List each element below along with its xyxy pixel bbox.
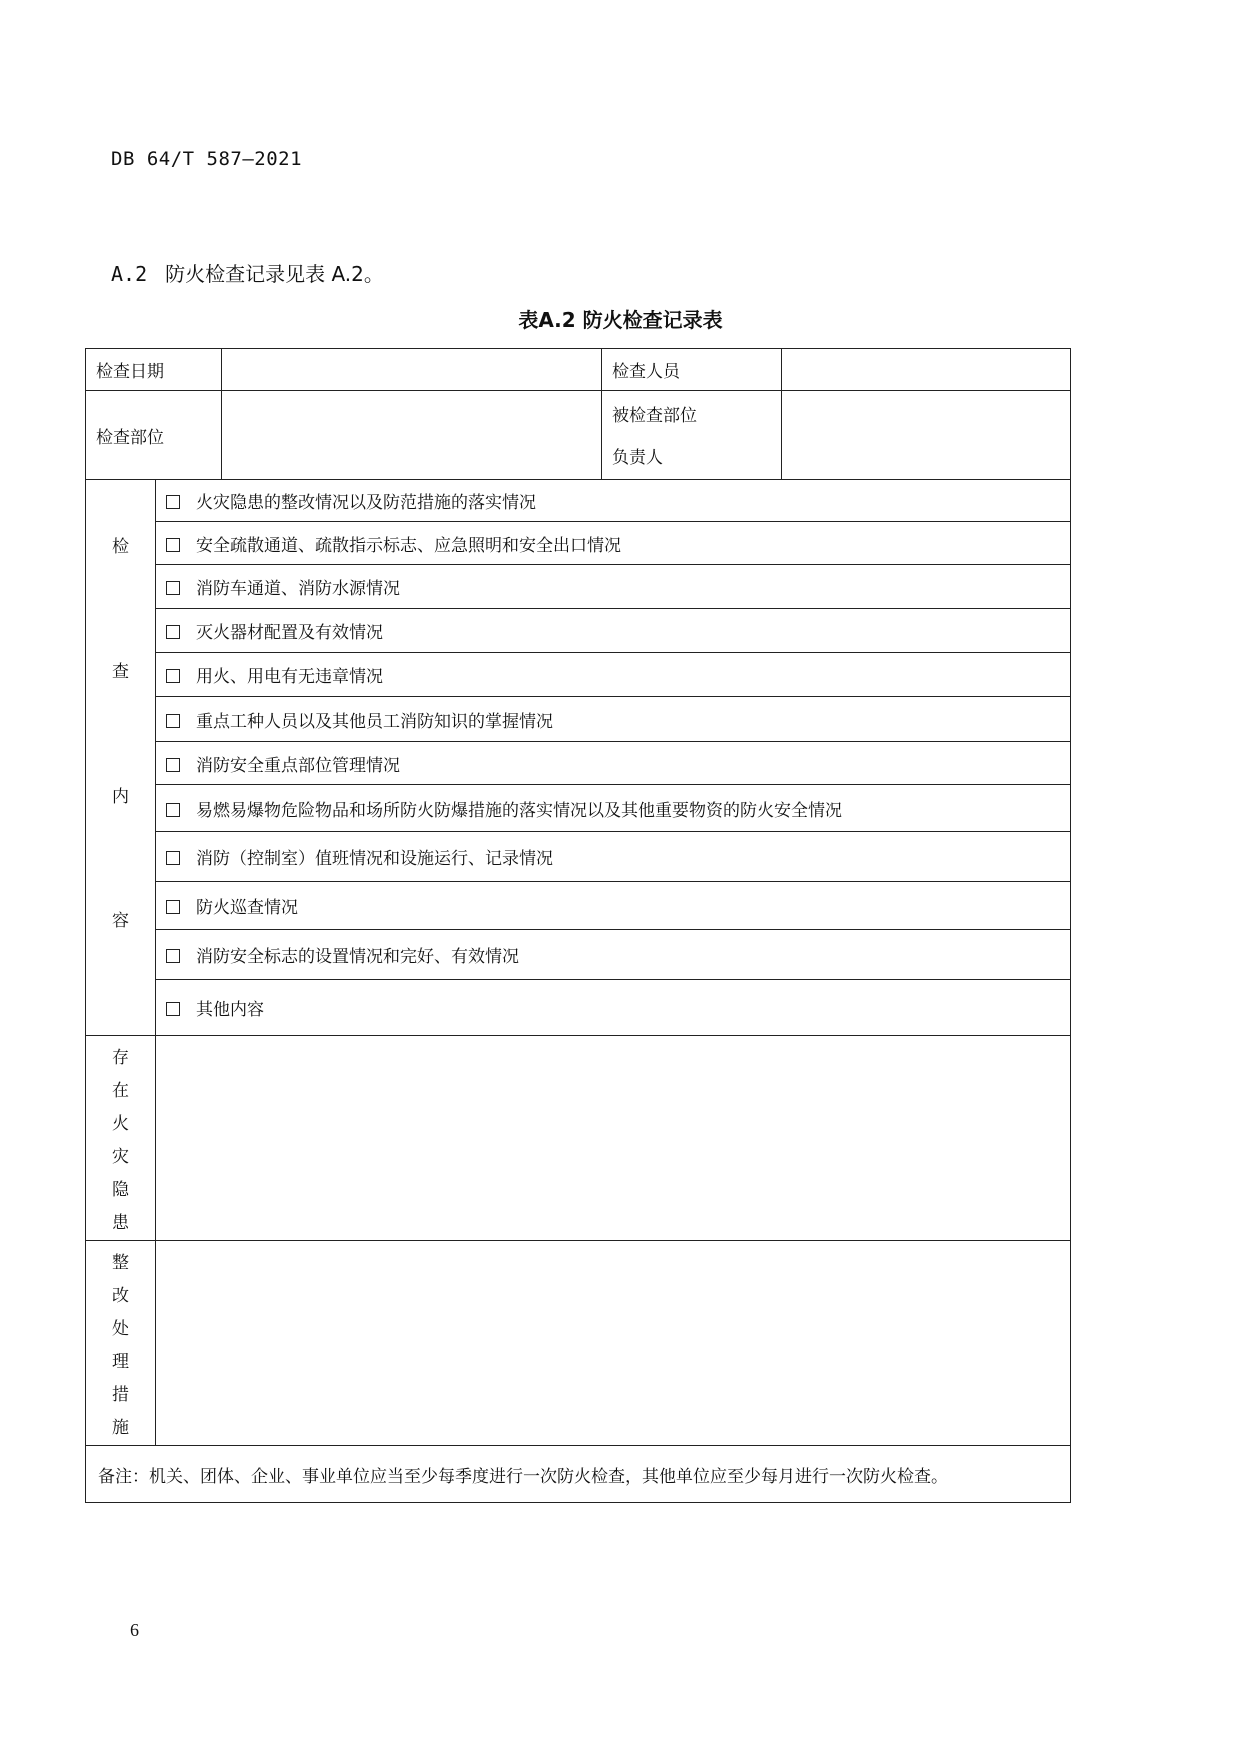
checkbox-icon[interactable] xyxy=(166,758,180,772)
check-item[interactable] xyxy=(156,930,1071,980)
check-item-label: 其他内容 xyxy=(196,1000,264,1020)
hazards-field[interactable] xyxy=(156,1036,1071,1241)
dept-head-label-line2: 负责人 xyxy=(612,448,663,468)
check-item-label: 易燃易爆物危险物品和场所防火防爆措施的落实情况以及其他重要物资的防火安全情况 xyxy=(196,800,842,821)
inspected-dept-label: 检查部位 xyxy=(86,391,222,480)
section-heading xyxy=(111,258,384,287)
checkbox-icon[interactable] xyxy=(166,538,180,552)
checkbox-icon[interactable] xyxy=(166,714,180,728)
table-caption: 表A.2 防火检查记录表 xyxy=(518,308,723,332)
checkbox-icon[interactable] xyxy=(166,851,180,865)
measures-char: 处 xyxy=(112,1319,129,1339)
hazards-char: 在 xyxy=(112,1081,129,1101)
check-item-label: 用火、用电有无违章情况 xyxy=(196,667,383,687)
measures-char: 措 xyxy=(112,1385,129,1405)
check-item-label: 火灾隐患的整改情况以及防范措施的落实情况 xyxy=(196,493,536,513)
checkbox-icon[interactable] xyxy=(166,495,180,509)
hazards-char: 隐 xyxy=(112,1180,129,1200)
check-item-label: 灭火器材配置及有效情况 xyxy=(196,623,383,643)
check-item-label: 消防安全重点部位管理情况 xyxy=(196,755,400,776)
dept-head-label xyxy=(602,391,782,480)
check-item[interactable] xyxy=(156,882,1071,930)
check-item-label: 防火巡查情况 xyxy=(196,898,298,918)
check-item-label: 重点工种人员以及其他员工消防知识的掌握情况 xyxy=(196,711,553,732)
page-number: 6 xyxy=(130,1620,139,1640)
measures-label xyxy=(86,1241,156,1446)
checkbox-icon[interactable] xyxy=(166,625,180,639)
check-item-label: 消防安全标志的设置情况和完好、有效情况 xyxy=(196,947,519,967)
check-item-label: 安全疏散通道、疏散指示标志、应急照明和安全出口情况 xyxy=(196,535,621,556)
fire-inspection-record-table xyxy=(85,348,1071,1503)
hazards-char: 存 xyxy=(112,1048,129,1068)
check-item[interactable] xyxy=(156,832,1071,882)
content-label xyxy=(86,480,156,1036)
section-number: A.2 xyxy=(111,262,148,286)
check-item[interactable] xyxy=(156,480,1071,522)
check-item[interactable] xyxy=(156,522,1071,565)
check-item[interactable] xyxy=(156,565,1071,609)
checkbox-icon[interactable] xyxy=(166,1002,180,1016)
table-note: 备注：机关、团体、企业、事业单位应当至少每季度进行一次防火检查，其他单位应至少每月进行一次防火检查。 xyxy=(86,1446,1071,1503)
checkbox-icon[interactable] xyxy=(166,581,180,595)
check-item[interactable] xyxy=(156,980,1071,1036)
measures-char: 改 xyxy=(112,1286,129,1306)
check-item-label: 消防（控制室）值班情况和设施运行、记录情况 xyxy=(196,849,553,869)
measures-char: 理 xyxy=(112,1352,129,1372)
check-item[interactable] xyxy=(156,653,1071,697)
check-item[interactable] xyxy=(156,609,1071,653)
measures-field[interactable] xyxy=(156,1241,1071,1446)
inspection-date-field[interactable] xyxy=(222,349,602,391)
check-item-label: 消防车通道、消防水源情况 xyxy=(196,579,400,599)
check-item[interactable] xyxy=(156,697,1071,742)
dept-head-field[interactable] xyxy=(782,391,1071,480)
content-char-1: 检 xyxy=(112,536,129,557)
inspector-field[interactable] xyxy=(782,349,1071,391)
content-char-3: 内 xyxy=(112,786,129,807)
inspected-dept-field[interactable] xyxy=(222,391,602,480)
section-text: 防火检查记录见表 A.2。 xyxy=(165,262,384,286)
checkbox-icon[interactable] xyxy=(166,803,180,817)
check-item[interactable] xyxy=(156,742,1071,785)
checkbox-icon[interactable] xyxy=(166,669,180,683)
content-char-2: 查 xyxy=(112,661,129,682)
content-char-4: 容 xyxy=(112,910,129,931)
checkbox-icon[interactable] xyxy=(166,949,180,963)
inspection-date-label: 检查日期 xyxy=(86,349,222,391)
inspector-label: 检查人员 xyxy=(602,349,782,391)
dept-head-label-line1: 被检查部位 xyxy=(612,406,697,426)
standard-code: DB 64/T 587—2021 xyxy=(111,148,303,170)
check-item[interactable] xyxy=(156,785,1071,832)
hazards-label xyxy=(86,1036,156,1241)
hazards-char: 灾 xyxy=(112,1147,129,1167)
hazards-char: 火 xyxy=(112,1114,129,1134)
hazards-char: 患 xyxy=(112,1213,129,1233)
measures-char: 整 xyxy=(112,1253,129,1273)
measures-char: 施 xyxy=(112,1418,129,1438)
checkbox-icon[interactable] xyxy=(166,900,180,914)
